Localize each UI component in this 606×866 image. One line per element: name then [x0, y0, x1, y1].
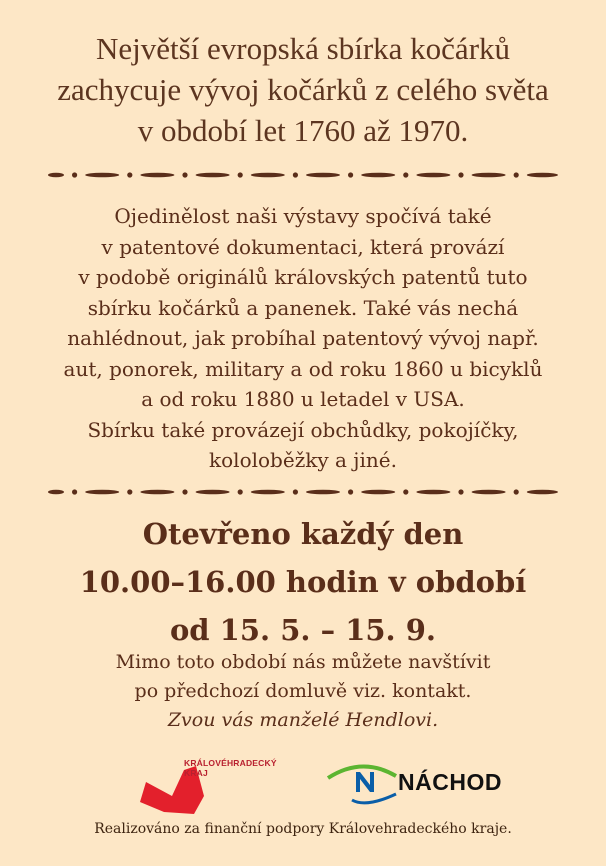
- divider-segment: [85, 490, 119, 495]
- visit-note-line-1: Mimo toto období nás můžete navštívit: [115, 651, 491, 673]
- divider-segment: [306, 490, 340, 495]
- description-line: Sbírku také provázejí obchůdky, pokojíčky,: [87, 417, 519, 442]
- divider-dot: [403, 489, 408, 494]
- divider-segment: [472, 173, 506, 178]
- divider-segment: [140, 490, 174, 495]
- description-line: v patentové dokumentaci, která provází: [101, 234, 505, 259]
- divider-segment: [361, 173, 395, 178]
- divider-segment: [251, 490, 285, 495]
- divider-segment: [196, 490, 230, 495]
- divider-dot: [293, 489, 298, 494]
- divider-segment: [140, 173, 174, 178]
- divider-segment: [361, 490, 395, 495]
- divider-dot: [514, 172, 519, 177]
- divider-segment: [85, 173, 119, 178]
- divider-dot: [348, 172, 353, 177]
- divider-dot: [348, 489, 353, 494]
- divider-segment: [527, 173, 558, 178]
- divider-dot: [458, 172, 463, 177]
- divider-segment: [48, 173, 64, 178]
- nachod-logo: [326, 758, 536, 808]
- nachod-logo-text: NÁCHOD: [398, 769, 502, 795]
- divider-segment: [472, 490, 506, 495]
- kraj-logo-text: [184, 758, 277, 778]
- description-line: kololoběžky a jiné.: [209, 448, 397, 472]
- divider-dot: [238, 172, 243, 177]
- divider-segment: [306, 173, 340, 178]
- divider-segment: [416, 490, 450, 495]
- headline-line-1: Největší evropská sbírka kočárků: [95, 31, 511, 66]
- divider-segment: [196, 173, 230, 178]
- description-line: nahlédnout, jak probíhal patentový vývoj např.: [67, 326, 539, 350]
- divider-dot: [127, 172, 132, 177]
- divider-dot: [182, 489, 187, 494]
- kraj-logo-line-1: KRÁLOVÉHRADECKÝ: [184, 758, 277, 768]
- divider-dot: [458, 489, 463, 494]
- divider-dot: [182, 172, 187, 177]
- ornament-divider-bottom: [48, 485, 558, 499]
- divider-dot: [403, 172, 408, 177]
- headline-line-3: v období let 1760 až 1970.: [137, 113, 469, 148]
- opening-hours: [0, 510, 606, 654]
- divider-dot: [127, 489, 132, 494]
- description-line: aut, ponorek, military a od roku 1860 u bicyklů: [63, 356, 543, 381]
- opening-hours-line-3: od 15. 5. – 15. 9.: [169, 613, 437, 647]
- kralovehradecky-kraj-logo: [136, 756, 296, 816]
- divider-dot: [293, 172, 298, 177]
- description-paragraph: [0, 201, 606, 476]
- divider-segment: [48, 490, 64, 495]
- divider-segment: [527, 490, 558, 495]
- visit-note: [0, 648, 606, 735]
- visit-note-line-2: po předchozí domluvě viz. kontakt.: [134, 680, 472, 702]
- description-line: v podobě originálů královských patentů tuto: [78, 265, 528, 289]
- opening-hours-line-1: Otevřeno každý den: [142, 517, 464, 551]
- nachod-swoosh-icon: [326, 758, 398, 808]
- ornament-divider-top: [48, 168, 558, 182]
- divider-dot: [72, 489, 77, 494]
- divider-segment: [416, 173, 450, 178]
- description-line: Ojedinělost naši výstavy spočívá také: [114, 204, 492, 228]
- funding-footer: Realizováno za finanční podpory Královehradeckého kraje.: [94, 821, 512, 837]
- description-line: a od roku 1880 u letadel v USA.: [141, 387, 465, 411]
- headline-line-2: zachycuje vývoj kočárků z celého světa: [57, 72, 549, 107]
- divider-dot: [72, 172, 77, 177]
- divider-segment: [251, 173, 285, 178]
- kraj-logo-line-2: KRAJ: [184, 768, 208, 778]
- divider-dot: [238, 489, 243, 494]
- opening-hours-line-2: 10.00–16.00 hodin v období: [79, 565, 527, 599]
- divider-dot: [514, 489, 519, 494]
- headline: [0, 28, 606, 151]
- invitation-signature: Zvou vás manželé Hendlovi.: [167, 709, 439, 731]
- description-line: sbírku kočárků a panenek. Také vás nechá: [87, 295, 519, 320]
